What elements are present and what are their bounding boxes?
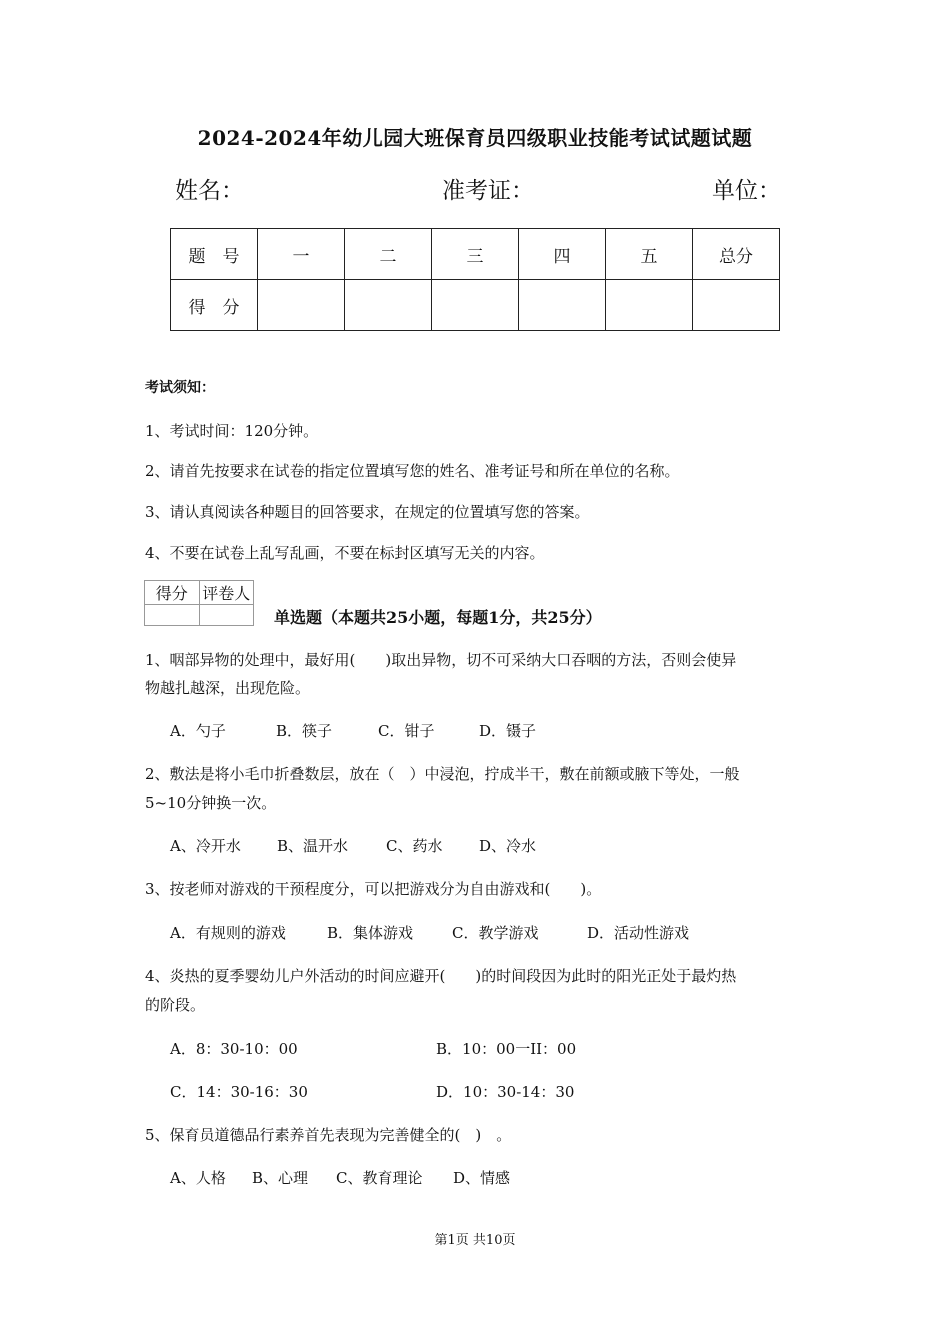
- answer-option: A．勺子: [170, 722, 226, 740]
- score-header-cell: 二: [345, 229, 432, 280]
- score-cell: [258, 280, 345, 331]
- score-row-label: 得 分: [171, 280, 258, 331]
- question-text: 5~10分钟换一次。: [145, 794, 277, 812]
- answer-option: B、心理: [252, 1169, 309, 1187]
- score-cell: [519, 280, 606, 331]
- answer-option: A、人格: [170, 1169, 226, 1187]
- notice-item: 2、请首先按要求在试卷的指定位置填写您的姓名、准考证号和所在单位的名称。: [145, 462, 680, 480]
- exam-number-label: 准考证：: [442, 178, 534, 204]
- question-text: 1、咽部异物的处理中，最好用( )取出异物，切不可采纳大口吞咽的方法，否则会使异: [145, 651, 737, 669]
- answer-option: B．10：00一II：00: [436, 1040, 577, 1058]
- grader-box: [144, 580, 254, 626]
- grader-reviewer-cell: [199, 605, 254, 626]
- answer-option: C、教育理论: [336, 1169, 423, 1187]
- name-label: 姓名：: [175, 178, 244, 204]
- score-cell: [432, 280, 519, 331]
- question-text: 2、敷法是将小毛巾折叠数层，放在（ ）中浸泡，拧成半干，敷在前额或腋下等处，一般: [145, 765, 740, 783]
- score-header-cell: 三: [432, 229, 519, 280]
- score-cell: [606, 280, 693, 331]
- page-title: 2024-2024年幼儿园大班保育员四级职业技能考试试题试题: [197, 126, 753, 150]
- notice-heading: 考试须知：: [145, 380, 215, 396]
- question-text: 4、炎热的夏季婴幼儿户外活动的时间应避开( )的时间段因为此时的阳光正处于最灼热: [145, 967, 737, 985]
- unit-label: 单位：: [712, 178, 781, 204]
- question-text: 物越扎越深，出现危险。: [145, 679, 311, 697]
- question-text: 5、保育员道德品行素养首先表现为完善健全的( ) 。: [145, 1126, 512, 1144]
- answer-option: A．有规则的游戏: [170, 924, 286, 942]
- answer-option: A．8：30-10：00: [170, 1040, 298, 1058]
- score-cell: [345, 280, 432, 331]
- score-header-cell: 总分: [693, 229, 780, 280]
- answer-option: C．14：30-16：30: [170, 1083, 308, 1101]
- score-table: [170, 228, 780, 331]
- answer-option: A、冷开水: [170, 837, 241, 855]
- answer-option: B．筷子: [276, 722, 333, 740]
- answer-option: C．钳子: [378, 722, 435, 740]
- answer-option: D．镊子: [479, 722, 537, 740]
- score-cell: [693, 280, 780, 331]
- grader-score-label: 得分: [145, 581, 200, 605]
- notice-item: 1、考试时间：120分钟。: [145, 422, 319, 440]
- answer-option: C、药水: [386, 837, 443, 855]
- score-header-cell: 一: [258, 229, 345, 280]
- answer-option: D、情感: [453, 1169, 511, 1187]
- score-header-cell: 四: [519, 229, 606, 280]
- answer-option: B、温开水: [277, 837, 349, 855]
- answer-option: D、冷水: [479, 837, 537, 855]
- section-title: 单选题（本题共25小题，每题1分，共25分）: [274, 608, 602, 627]
- score-header-cell: 五: [606, 229, 693, 280]
- question-text: 3、按老师对游戏的干预程度分，可以把游戏分为自由游戏和( )。: [145, 880, 602, 898]
- answer-option: B．集体游戏: [327, 924, 414, 942]
- score-value-row: [171, 280, 780, 331]
- notice-item: 4、不要在试卷上乱写乱画，不要在标封区填写无关的内容。: [145, 544, 545, 562]
- answer-option: D．活动性游戏: [587, 924, 690, 942]
- grader-reviewer-label: 评卷人: [199, 581, 254, 605]
- answer-option: C．教学游戏: [452, 924, 539, 942]
- answer-option: D．10：30-14：30: [436, 1083, 575, 1101]
- notice-item: 3、请认真阅读各种题目的回答要求，在规定的位置填写您的答案。: [145, 503, 590, 521]
- grader-score-cell: [145, 605, 200, 626]
- question-text: 的阶段。: [145, 996, 206, 1014]
- page-footer: 第1页 共10页: [434, 1233, 516, 1248]
- score-header-cell: 题 号: [171, 229, 258, 280]
- score-header-row: [171, 229, 780, 280]
